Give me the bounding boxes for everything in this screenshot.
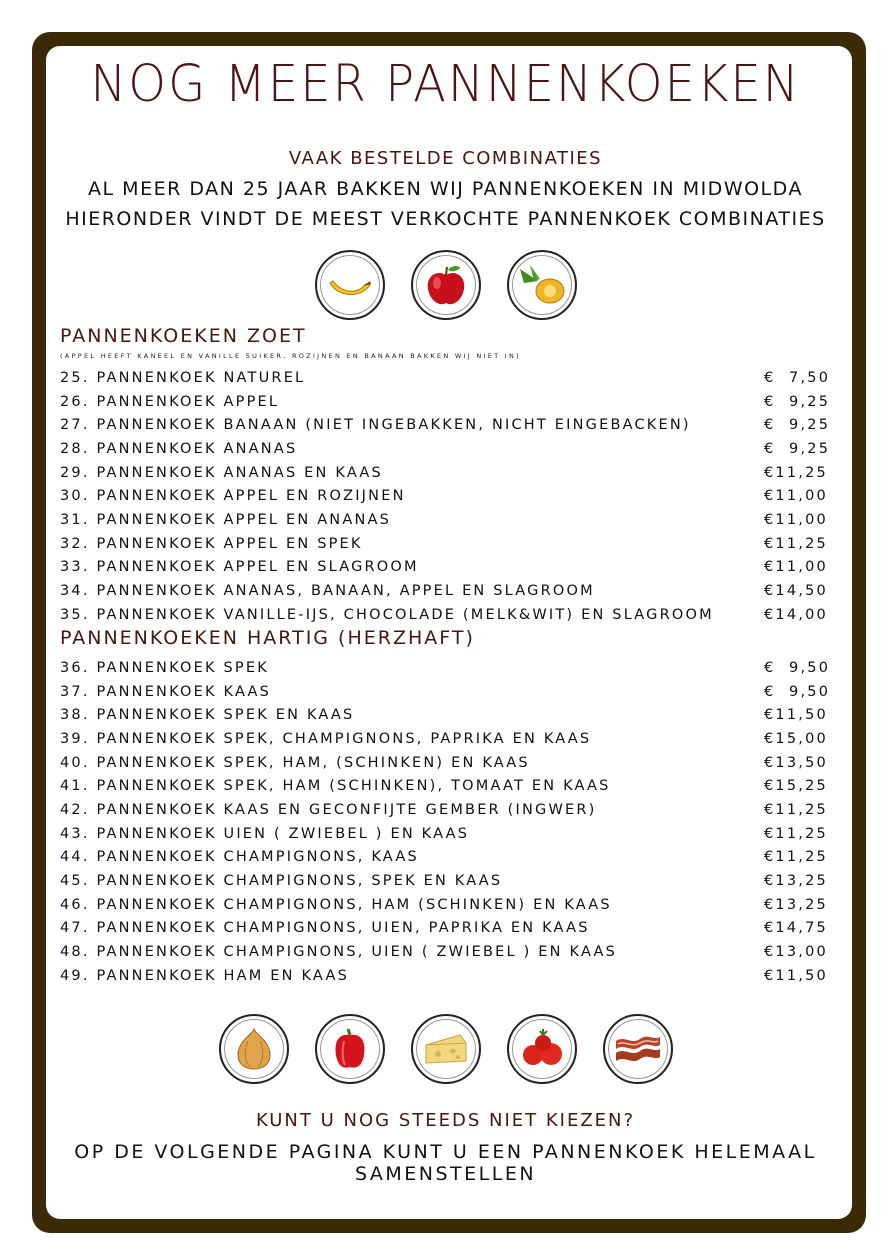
banana-icon (315, 250, 385, 320)
item-price: €11,00 (764, 559, 828, 576)
item-name: 40. PANNENKOEK SPEK, HAM, (SCHINKEN) EN KAAS (60, 754, 530, 771)
item-price: €14,75 (764, 920, 828, 937)
subtitle-years: AL MEER DAN 25 JAAR BAKKEN WIJ PANNENKOEKEN IN MIDWOLDA (88, 178, 803, 200)
item-name: 35. PANNENKOEK VANILLE-IJS, CHOCOLADE (MELK&WIT) EN SLAGROOM (60, 606, 714, 623)
menu-item (60, 390, 840, 414)
menu-item (60, 822, 840, 846)
item-name: 49. PANNENKOEK HAM EN KAAS (60, 967, 349, 984)
item-name: 30. PANNENKOEK APPEL EN ROZIJNEN (60, 488, 406, 505)
footer-next-page: OP DE VOLGENDE PAGINA KUNT U EEN PANNENKOEK HELEMAAL SAMENSTELLEN (74, 1141, 817, 1185)
fruit-icons (0, 250, 891, 320)
item-name: 41. PANNENKOEK SPEK, HAM (SCHINKEN), TOMAAT EN KAAS (60, 778, 611, 795)
item-price: €15,00 (764, 730, 828, 747)
onion-icon (219, 1014, 289, 1084)
item-price: €13,00 (764, 944, 828, 961)
item-price: €11,00 (764, 488, 828, 505)
menu-item (60, 940, 840, 964)
cheese-icon (411, 1014, 481, 1084)
menu-item (60, 751, 840, 775)
item-name: 27. PANNENKOEK BANAAN (NIET INGEBAKKEN, NICHT EINGEBACKEN) (60, 417, 691, 434)
section-title-sweet: PANNENKOEKEN ZOET (60, 325, 307, 347)
item-price: €11,50 (764, 707, 828, 724)
sweet-note: (APPEL HEEFT KANEEL EN VANILLE SUIKER, ROZIJNEN EN BANAAN BAKKEN WIJ NIET IN) (60, 352, 522, 360)
menu-item (60, 532, 840, 556)
item-name: 26. PANNENKOEK APPEL (60, 393, 280, 410)
item-name: 39. PANNENKOEK SPEK, CHAMPIGNONS, PAPRIKA EN KAAS (60, 730, 592, 747)
item-price: €13,25 (764, 873, 828, 890)
footer-question: KUNT U NOG STEEDS NIET KIEZEN? (255, 1110, 636, 1131)
menu-item (60, 917, 840, 941)
subtitle-bestsellers: HIERONDER VINDT DE MEEST VERKOCHTE PANNENKOEK COMBINATIES (65, 208, 826, 230)
item-name: 28. PANNENKOEK ANANAS (60, 440, 298, 457)
item-price: €11,50 (764, 967, 828, 984)
item-name: 25. PANNENKOEK NATUREL (60, 369, 306, 386)
item-price: €13,50 (764, 754, 828, 771)
item-name: 33. PANNENKOEK APPEL EN SLAGROOM (60, 559, 419, 576)
item-price: €11,25 (764, 801, 828, 818)
item-price: € 9,25 (764, 393, 831, 410)
page-title: NOG MEER PANNENKOEKEN (90, 54, 801, 114)
pineapple-icon (507, 250, 577, 320)
item-price: €15,25 (764, 778, 828, 795)
item-price: €14,00 (764, 606, 828, 623)
item-price: € 9,50 (764, 659, 831, 676)
menu-item (60, 703, 840, 727)
item-price: € 9,50 (764, 683, 831, 700)
item-price: €14,50 (764, 583, 828, 600)
tomato-icon (507, 1014, 577, 1084)
item-name: 43. PANNENKOEK UIEN ( ZWIEBEL ) EN KAAS (60, 825, 470, 842)
item-price: €11,25 (764, 849, 828, 866)
menu-item (60, 727, 840, 751)
menu-item (60, 964, 840, 988)
ingredient-icons (0, 1014, 891, 1084)
item-name: 38. PANNENKOEK SPEK EN KAAS (60, 707, 355, 724)
item-name: 47. PANNENKOEK CHAMPIGNONS, UIEN, PAPRIKA EN KAAS (60, 920, 590, 937)
item-price: € 7,50 (764, 369, 831, 386)
menu-item (60, 656, 840, 680)
item-name: 36. PANNENKOEK SPEK (60, 659, 269, 676)
item-price: €11,25 (764, 464, 828, 481)
bacon-icon (603, 1014, 673, 1084)
menu-item (60, 366, 840, 390)
item-name: 37. PANNENKOEK KAAS (60, 683, 272, 700)
menu-item (60, 846, 840, 870)
menu-item (60, 893, 840, 917)
item-name: 48. PANNENKOEK CHAMPIGNONS, UIEN ( ZWIEBEL ) EN KAAS (60, 944, 618, 961)
menu-item (60, 461, 840, 485)
bell-pepper-icon (315, 1014, 385, 1084)
item-name: 29. PANNENKOEK ANANAS EN KAAS (60, 464, 383, 481)
item-price: € 9,25 (764, 417, 831, 434)
menu-item (60, 484, 840, 508)
menu-item (60, 413, 840, 437)
item-name: 31. PANNENKOEK APPEL EN ANANAS (60, 511, 392, 528)
menu-item (60, 437, 840, 461)
item-name: 46. PANNENKOEK CHAMPIGNONS, HAM (SCHINKEN) EN KAAS (60, 896, 612, 913)
menu-item (60, 603, 840, 627)
menu-item (60, 556, 840, 580)
menu-item (60, 869, 840, 893)
sweet-menu-list (60, 366, 840, 627)
subtitle-combinations: VAAK BESTELDE COMBINATIES (288, 148, 603, 169)
item-price: €13,25 (764, 896, 828, 913)
apple-icon (411, 250, 481, 320)
menu-item (60, 798, 840, 822)
menu-item (60, 680, 840, 704)
item-price: €11,25 (764, 825, 828, 842)
section-title-savory: PANNENKOEKEN HARTIG (HERZHAFT) (60, 627, 475, 649)
item-name: 34. PANNENKOEK ANANAS, BANAAN, APPEL EN SLAGROOM (60, 583, 595, 600)
item-name: 45. PANNENKOEK CHAMPIGNONS, SPEK EN KAAS (60, 873, 503, 890)
item-name: 44. PANNENKOEK CHAMPIGNONS, KAAS (60, 849, 419, 866)
item-price: €11,25 (764, 535, 828, 552)
item-name: 42. PANNENKOEK KAAS EN GECONFIJTE GEMBER (INGWER) (60, 801, 597, 818)
menu-item (60, 774, 840, 798)
item-price: €11,00 (764, 511, 828, 528)
savory-menu-list (60, 656, 840, 988)
item-name: 32. PANNENKOEK APPEL EN SPEK (60, 535, 363, 552)
menu-item (60, 508, 840, 532)
item-price: € 9,25 (764, 440, 831, 457)
menu-item (60, 579, 840, 603)
